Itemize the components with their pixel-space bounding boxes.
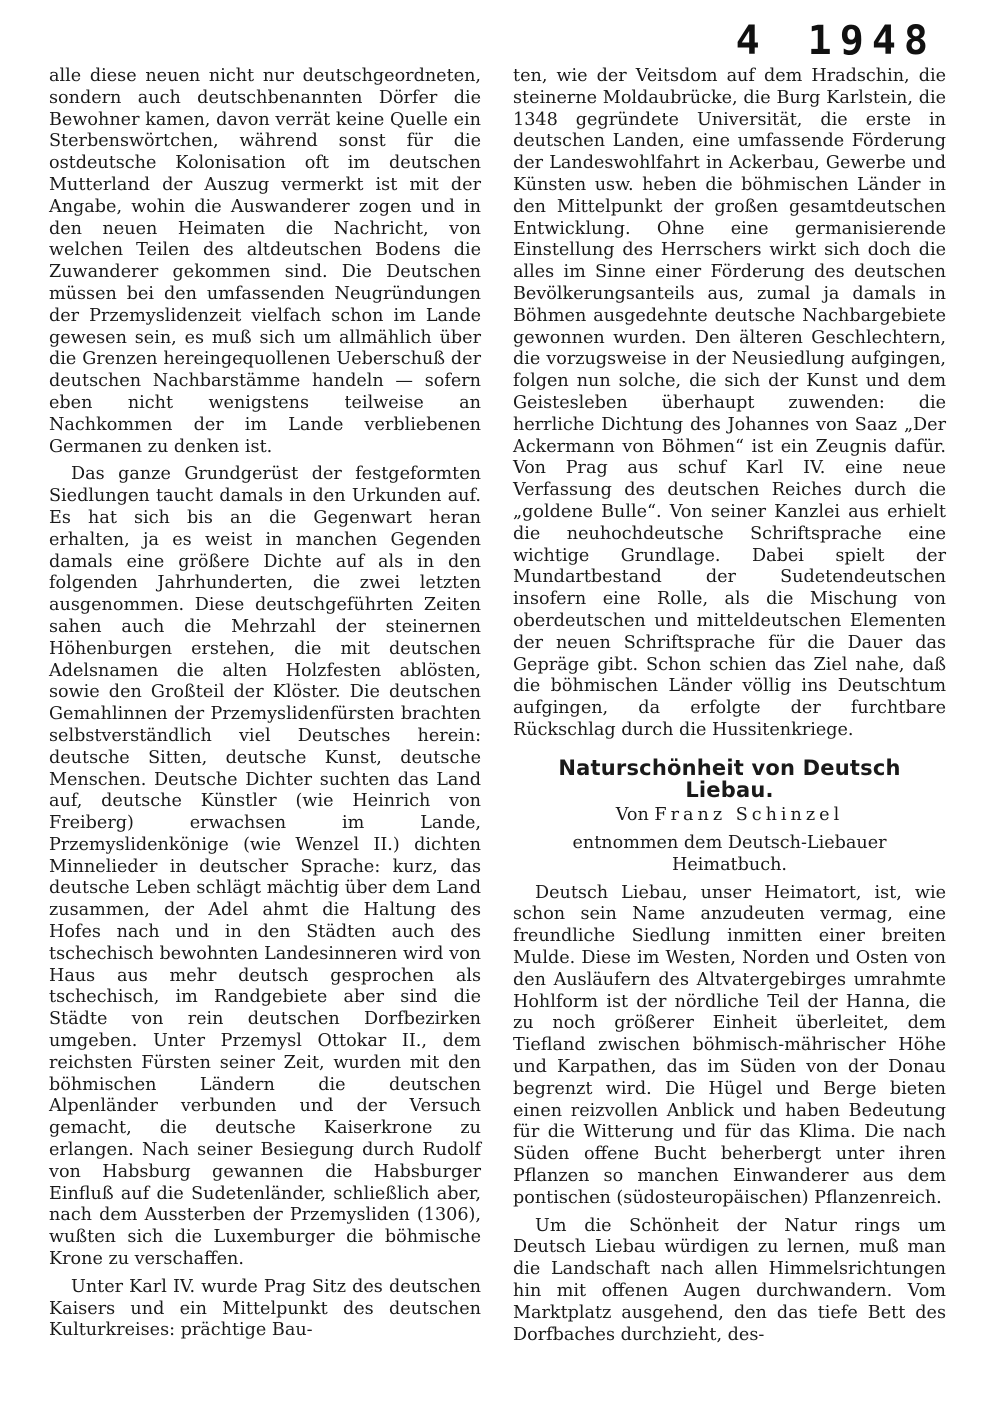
- paragraph: alle diese neuen nicht nur deutschgeordneten, sondern auch deutschbenannten Dörfer die Bewohner kamen, davon verrät keine Quelle ein Sterbenswörtchen, während sonst für die ostdeutsche Kolonisation oft im deutschen Mutterland der Auszug vermerkt ist mit der Angabe, wohin die Auswanderer zogen und in den neuen Heimaten die Nachricht, von welchen Teilen des altdeutschen Bodens die Zuwanderer gekommen sind. Die Deutschen müssen bei den umfassenden Neugründungen der Przemyslidenzeit vielfach schon im Lande gewesen sein, es muß sich um allmählich über die Grenzen hereingequollenen Ueberschuß der deutschen Nachbarstämme handeln — sofern eben nicht wenigstens teilweise an Nachkommen der im Lande verbliebenen Germanen zu denken ist.: [49, 66, 481, 457]
- issue-number: 4: [735, 18, 768, 64]
- article-title: Naturschönheit von Deutsch Liebau.: [558, 755, 901, 802]
- paragraph: ten, wie der Veitsdom auf dem Hradschin, die steinerne Moldaubrücke, die Burg Karlstein, die 1348 gegründete Universität, die erste in deutschen Landen, eine umfassende Förderung der Landeswohlfahrt in Ackerbau, Gewerbe und Künsten usw. heben die böhmischen Länder in den Mittelpunkt der großen gesamtdeutschen Entwicklung. Ohne eine germanisierende Einstellung des Herrschers wirkt sich doch die alles im Sinne einer Förderung des deutschen Bevölkerungsanteils aus, zumal ja damals in Böhmen ausgedehnte deutsche Nachbargebiete gewonnen wurden. Den älteren Geschlechtern, die vorzugsweise in der Neusiedlung aufgingen, folgen nun solche, die sich der Kunst und dem Geistesleben überhaupt zuwenden: die herrliche Dichtung des Johannes von Saaz „Der Ackermann von Böhmen“ ist ein Zeugnis dafür. Von Prag aus schuf Karl IV. eine neue Verfassung des deutschen Reiches durch die „goldene Bulle“. Von seiner Kanzlei aus erhielt die neuhochdeutsche Schriftsprache eine wichtige Grundlage. Dabei spielt der Mundartbestand der Sudetendeutschen insofern eine Rolle, als die Mischung von oberdeutschen und mitteldeutschen Elementen der neuen Schriftsprache für die Dauer das Gepräge gibt. Schon schien das Ziel nahe, daß die böhmischen Länder völlig ins Deutschtum aufgingen, da erfolgte der furchtbare Rückschlag durch die Hussitenkriege.: [513, 66, 946, 740]
- page-header: [736, 18, 936, 64]
- byline: [513, 805, 946, 827]
- byline-source: entnommen dem Deutsch-Liebauer Heimatbuch.: [572, 833, 887, 875]
- right-column: [513, 66, 946, 1352]
- paragraph: Um die Schönheit der Natur rings um Deutsch Liebau würdigen zu lernen, muß man die Landschaft nach allen Himmelsrichtungen hin mit offenen Augen durchwandern. Vom Marktplatz ausgehend, den das tiefe Bett des Dorfbaches durchzieht, des-: [513, 1215, 946, 1345]
- byline-prefix: Von: [615, 805, 649, 826]
- byline-author: Franz Schinzel: [654, 805, 844, 826]
- paragraph: Unter Karl IV. wurde Prag Sitz des deutschen Kaisers und ein Mittelpunkt des deutschen Kulturkreises: prächtige Bau-: [49, 1276, 481, 1341]
- paragraph: Deutsch Liebau, unser Heimatort, ist, wie schon sein Name anzudeuten vermag, eine freundliche Siedlung inmitten einer breiten Mulde. Diese im Westen, Norden und Osten von den Ausläufern des Altvatergebirges umrahmte Hohlform ist der nördliche Teil der Hanna, die zu noch größerer Einheit überleitet, dem Tiefland zwischen böhmisch-mährischer Höhe und Karpathen, das im Süden von der Donau begrenzt wird. Die Hügel und Berge bieten einen reizvollen Anblick und haben Bedeutung für die Witterung und für das Klima. Die nach Süden offene Bucht beherbergt unter ihren Pflanzen so manchen Einwanderer aus dem pontischen (südosteuropäischen) Pflanzenreich.: [513, 882, 946, 1208]
- paragraph: Das ganze Grundgerüst der festgeformten Siedlungen taucht damals in den Urkunden auf. Es hat sich bis an die Gegenwart heran erhalten, ja es weist in manchen Gegenden damals eine größere Dichte auf als in den folgenden Jahrhunderten, die zwei letzten ausgenommen. Diese deutschgeführten Zeiten sahen auch die Mehrzahl der steinernen Höhenburgen erstehen, die mit deutschen Adelsnamen die alten Holzfesten ablösten, sowie den Großteil der Klöster. Die deutschen Gemahlinnen der Przemyslidenfürsten brachten selbstverständlich viel Deutsches herein: deutsche Sitten, deutsche Kunst, deutsche Menschen. Deutsche Dichter suchten das Land auf, deutsche Künstler (wie Heinrich von Freiberg) erwachsen im Lande, Przemyslidenkönige (wie Wenzel II.) dichten Minnelieder in deutscher Sprache: kurz, das deutsche Leben schlägt mächtig über dem Land zusammen, der Adel ahmt die Haltung des Hofes nach und in den Städten auch des tschechisch bewohnten Landesinneren wird von Haus aus mehr deutsch gesprochen als tschechisch, im Randgebiete aber sind die Städte von rein deutschen Dorfbezirken umgeben. Unter Przemysl Ottokar II., dem reichsten Fürsten seiner Zeit, wurden mit den böhmischen Ländern die deutschen Alpenländer verbunden und der Versuch gemacht, die deutsche Kaiserkrone zu erlangen. Nach seiner Besiegung durch Rudolf von Habsburg gewannen die Habsburger Einfluß auf die Sudetenländer, schließlich aber, nach dem Aussterben der Przemysliden (1306), wußten sich die Luxemburger die böhmische Krone zu verschaffen.: [49, 464, 481, 1270]
- left-column: [49, 66, 481, 1348]
- issue-year: 1948: [807, 18, 936, 64]
